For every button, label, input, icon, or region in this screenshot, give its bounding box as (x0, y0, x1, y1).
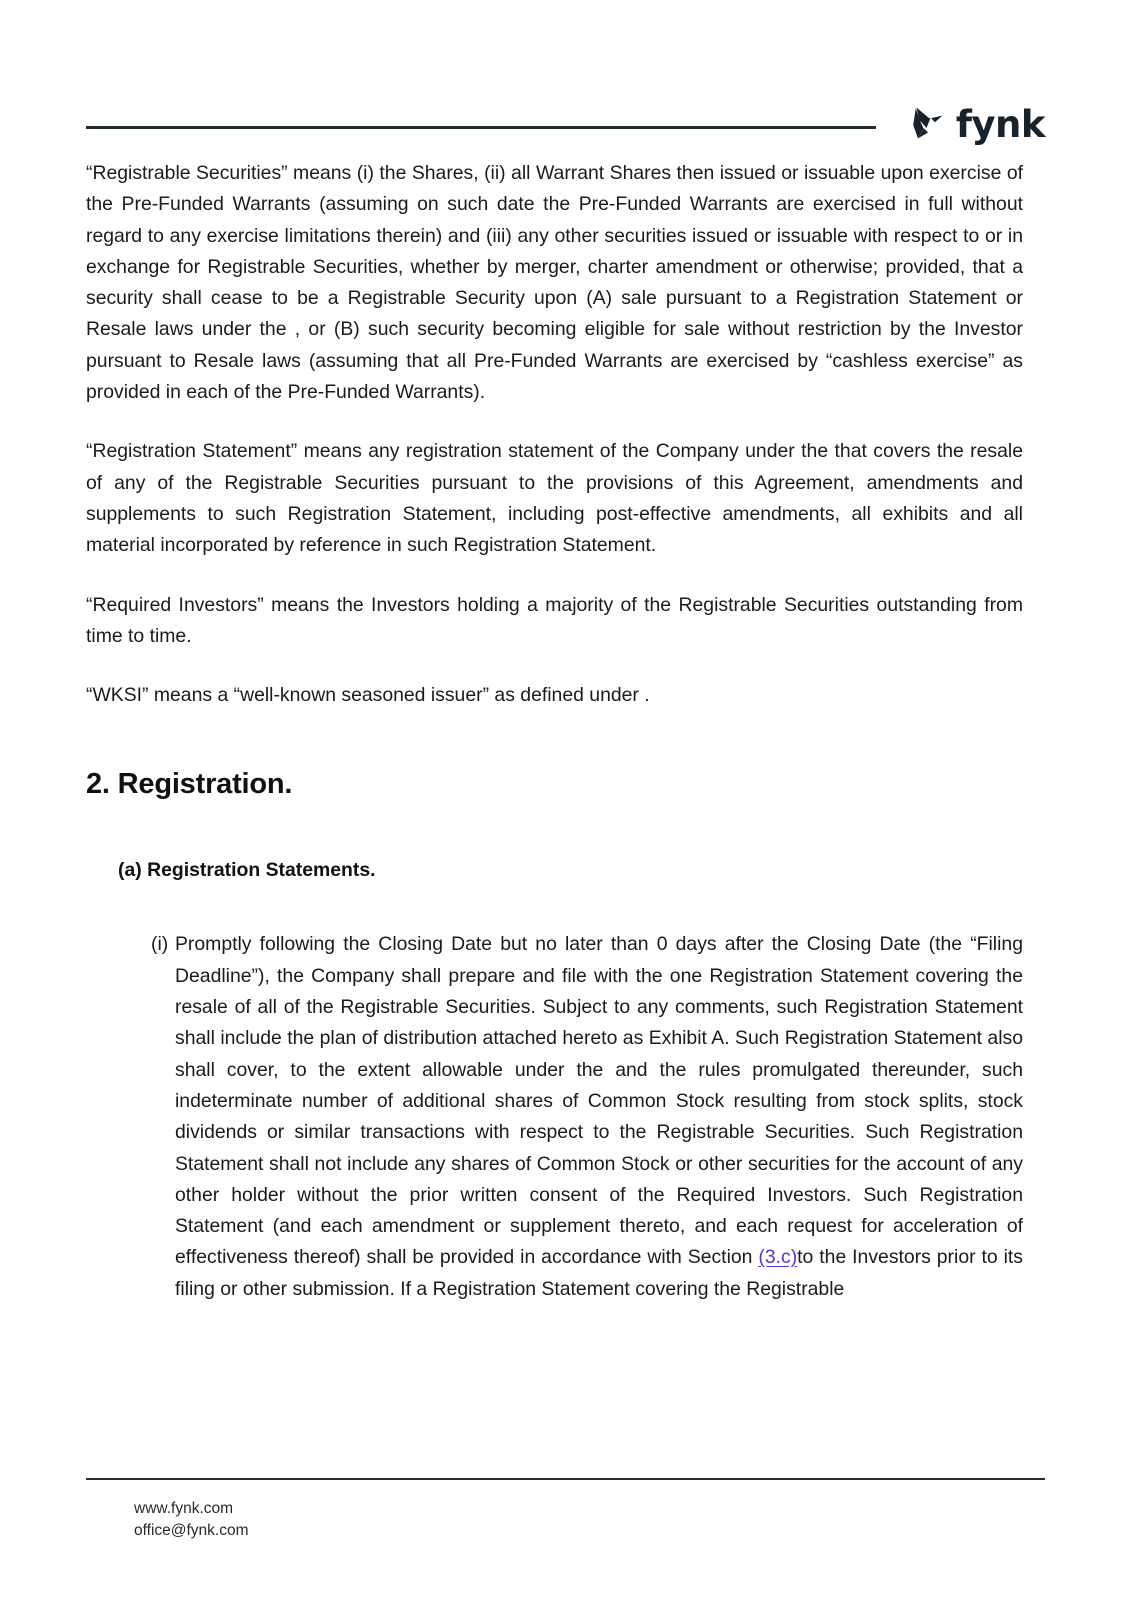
brand-name: fynk (955, 102, 1045, 146)
subsection-a-heading: (a) Registration Statements. (118, 859, 376, 882)
clause-text-after-link: to the Investors prior to its filing or other submission. If a Registration Statement covering the Registrable (175, 1246, 1023, 1300)
document-body (86, 158, 1023, 1305)
page-footer (86, 1478, 1045, 1542)
definition-registrable-securities: “Registrable Securities” means (i) the Shares, (ii) all Warrant Shares then issued or issuable upon exercise of the Pre-Funded Warrants (assuming on such date the Pre-Funded Warrants are exercised in full without regard to any exercise limitations therein) and (iii) any other securities issued or issuable with respect to or in exchange for Registrable Securities, whether by merger, charter amendment or otherwise; provided, that a security shall cease to be a Registrable Security upon (A) sale pursuant to a Registration Statement or Resale laws under the , or (B) such security becoming eligible for sale without restriction by the Investor pursuant to Resale laws (assuming that all Pre-Funded Warrants are exercised by “cashless exercise” as provided in each of the Pre-Funded Warrants). (86, 162, 1023, 404)
page-header (86, 104, 1045, 164)
clause-i-text (175, 929, 1023, 1305)
clause-i (86, 929, 1023, 1305)
footer-contact (86, 1498, 1045, 1542)
definition-wksi: “WKSI” means a “well-known seasoned issuer” as defined under . (86, 684, 650, 707)
subsection-a (86, 858, 1023, 883)
clause-text-before-link: Promptly following the Closing Date but no later than 0 days after the Closing Date (the “Filing Deadline”), the Company shall prepare and file with the one Registration Statement covering the resale of all of the Registrable Securities. Subject to any comments, such Registration Statement shall include the plan of distribution attached hereto as Exhibit A. Such Registration Statement also shall cover, to the extent allowable under the and the rules promulgated thereunder, such indeterminate number of additional shares of Common Stock resulting from stock splits, stock dividends or similar transactions with respect to the Registrable Securities. Such Registration Statement shall not include any shares of Common Stock or other securities for the account of any other holder without the prior written consent of the Required Investors. Such Registration Statement (and each amendment or supplement thereto, and each request for acceleration of effectiveness thereof) shall be provided in accordance with Section (175, 933, 1023, 1269)
section-2-heading: 2. Registration. (86, 768, 293, 801)
definition-registration-statement: “Registration Statement” means any registration statement of the Company under the that covers the resale of any of the Registrable Securities pursuant to the provisions of this Agreement, amendments and supplements to such Registration Statement, including post-effective amendments, all exhibits and all material incorporated by reference in such Registration Statement. (86, 440, 1023, 557)
section-3c-link[interactable]: (3.c) (758, 1246, 798, 1269)
footer-divider (86, 1478, 1045, 1480)
clause-marker: (i) (151, 933, 169, 956)
footer-email[interactable]: office@fynk.com (134, 1522, 249, 1539)
brand-logo (902, 104, 1045, 144)
header-divider (86, 126, 876, 129)
origami-bird-icon (902, 104, 946, 144)
definition-required-investors: “Required Investors” means the Investors holding a majority of the Registrable Securities outstanding from time to time. (86, 593, 1023, 647)
footer-website[interactable]: www.fynk.com (134, 1500, 234, 1517)
